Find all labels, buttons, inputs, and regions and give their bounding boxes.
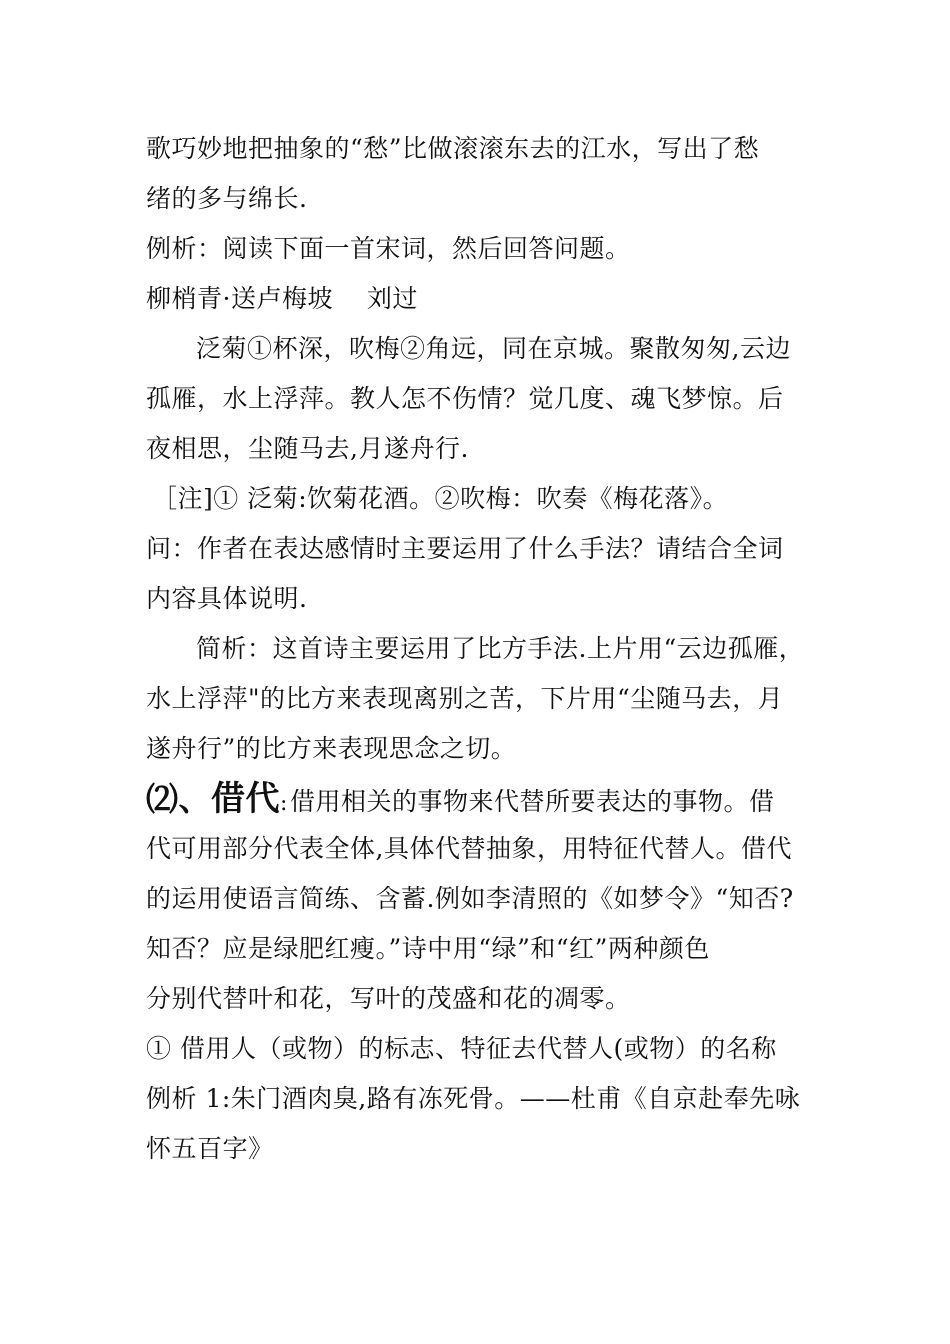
example-text: 怀五百字》 <box>146 1134 274 1163</box>
example-text: 例析 1:朱门酒肉臭,路有冻死骨。——杜甫《自京赴奉先咏 <box>146 1084 801 1113</box>
text-line: 知否？应是绿肥红瘦。”诗中用“绿”和“红”两种颜色 <box>146 934 710 963</box>
text-line: 歌巧妙地把抽象的“愁”比做滚滚东去的江水，写出了愁 <box>146 134 760 163</box>
text-line: 例析：阅读下面一首宋词，然后回答问题。 <box>146 234 631 263</box>
section-title: 借代 <box>211 779 281 819</box>
poem-line: 孤雁，水上浮萍。教人怎不伤情？觉几度、魂飞梦惊。后 <box>146 384 784 413</box>
section-text: 借用相关的事物来代替所要表达的事物。借 <box>289 787 775 816</box>
section-colon: : <box>280 791 288 816</box>
text-line: 绪的多与绵长. <box>146 184 308 213</box>
analysis-text: 水上浮萍"的比方来表现离别之苦，下片用“尘随马去，月 <box>146 684 784 713</box>
analysis-text: 遂舟行”的比方来表现思念之切。 <box>146 734 517 763</box>
question-text: 内容具体说明. <box>146 584 308 613</box>
question-text: 问：作者在表达感情时主要运用了什么手法？请结合全词 <box>146 534 784 563</box>
poem-line: 泛菊①杯深，吹梅②角远，同在京城。聚散匆匆,云边 <box>196 334 791 363</box>
section-heading-line <box>146 779 775 819</box>
section-number: ⑵、 <box>146 780 212 818</box>
annotation-note: ［注]① 泛菊:饮菊花酒。②吹梅：吹奏《梅花落》。 <box>152 484 729 513</box>
subpoint-text: ① 借用人（或物）的标志、特征去代替人(或物）的名称 <box>146 1034 777 1063</box>
text-line: 分别代替叶和花，写叶的茂盛和花的凋零。 <box>146 984 631 1013</box>
poem-title: 柳梢青·送卢梅坡 刘过 <box>146 284 418 313</box>
text-line: 代可用部分代表全体,具体代替抽象，用特征代替人。借代 <box>146 834 792 863</box>
poem-line: 夜相思，尘随马去,月遂舟行. <box>146 434 469 463</box>
analysis-text: 简析：这首诗主要运用了比方手法.上片用“云边孤雁， <box>196 634 805 663</box>
text-line: 的运用使语言简练、含蓄.例如李清照的《如梦令》“知否? <box>146 884 794 913</box>
